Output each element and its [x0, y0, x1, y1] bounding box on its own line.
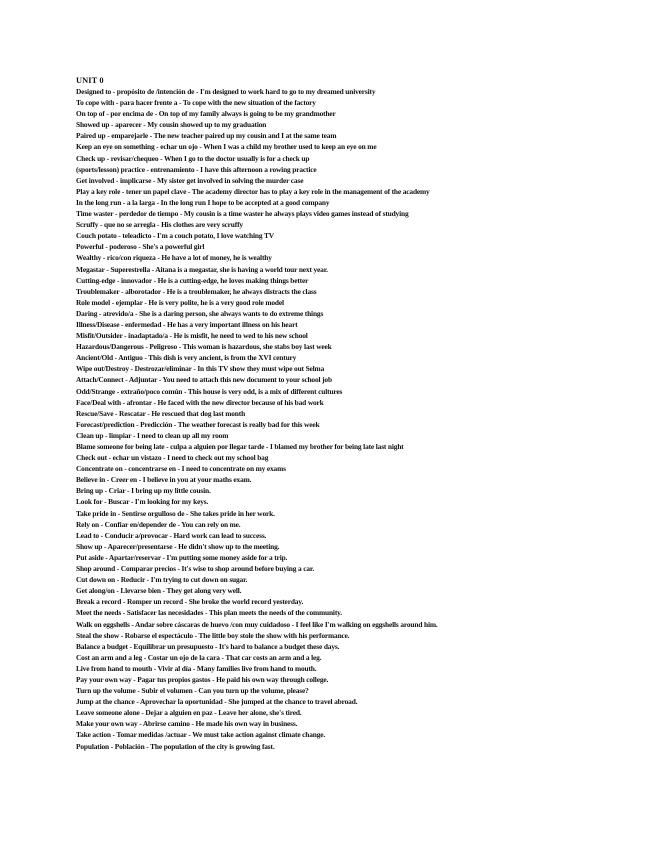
vocabulary-line: Blame someone for being late - culpa a alguien por llegar tarde - I blamed my brother for being late last night: [76, 442, 404, 451]
vocabulary-line: Wealthy - rico/con riqueza - He have a lot of money, he is wealthy: [76, 253, 272, 263]
vocabulary-line: Take action - Tomar medidas /actuar - We must take action against climate change.: [76, 730, 326, 740]
vocabulary-line: Role model - ejemplar - He is very polite, he is a very good role model: [76, 297, 284, 307]
vocabulary-line: Paired up - emparejarle - The new teacher paired up my cousin and I at the same team: [76, 131, 337, 141]
vocabulary-line: Check out - echar un vistazo - I need to check out my school bag: [76, 453, 269, 463]
vocabulary-line: Walk on eggshells - Andar sobre cáscaras de huevo /con muy cuidadoso - I feel like I'm walking on eggshells around him.: [76, 619, 438, 629]
vocabulary-line: Megastar - Superestrella - Aitana is a megastar, she is having a world tour next year.: [76, 264, 328, 274]
vocabulary-line: Illness/Disease - enfermedad - He has a very important illness on his heart: [76, 319, 298, 329]
vocabulary-line: Get involved - implicarse - My sister get involved in solving the murder case: [76, 175, 304, 185]
vocabulary-line: Cutting-edge - innovador - He is a cutting-edge, he loves making things better: [76, 275, 309, 285]
vocabulary-line: Lead to - Conducir a/provocar - Hard work can lead to success.: [76, 530, 267, 540]
vocabulary-line: Rely on - Confiar en/depender de - You can rely on me.: [76, 519, 241, 529]
vocabulary-line: Put aside - Apartar/reservar - I'm putting some money aside for a trip.: [76, 552, 288, 562]
vocabulary-line: Get along/on - Llevarse bien - They get along very well.: [76, 586, 242, 596]
vocabulary-line: Powerful - poderoso - She's a powerful girl: [76, 242, 205, 252]
vocabulary-line: Play a key role - tener un papel clave - The academy director has to play a key role in the management of the academy: [76, 186, 430, 196]
vocabulary-line: Odd/Strange - extraño/poco común - This house is very odd, is a mix of different cultures: [76, 386, 343, 396]
vocabulary-line: Shop around - Comparar precios - It's wise to shop around before buying a car.: [76, 564, 315, 574]
vocabulary-line: Attach/Connect - Adjuntar - You need to attach this new document to your school job: [76, 375, 332, 385]
vocabulary-line: Troublemaker - alborotador - He is a troublemaker, he always distracts the class: [76, 286, 317, 296]
vocabulary-line: Population - Población - The population of the city is growing fast.: [76, 741, 275, 751]
vocabulary-line: Hazardous/Dangerous - Peligroso - This woman is hazardous, she stabs boy last week: [76, 342, 332, 352]
document-body: [76, 75, 636, 752]
vocabulary-line: Bring up - Criar - I bring up my little cousin.: [76, 486, 211, 496]
vocabulary-line: Live from hand to mouth - Vivir al día - Many families live from hand to mouth.: [76, 663, 317, 673]
vocabulary-line: Couch potato - teleadicto - I'm a couch potato, I love watching TV: [76, 231, 274, 241]
vocabulary-line: Clean up - limpiar - I need to clean up all my room: [76, 430, 229, 440]
vocabulary-line: Cost an arm and a leg - Costar un ojo de la cara - That car costs an arm and a leg.: [76, 652, 322, 662]
vocabulary-line: Concentrate on - concentrarse en - I need to concentrate on my exams: [76, 464, 286, 474]
vocabulary-line: Scruffy - que no se arregla - His clothes are very scruffy: [76, 220, 243, 230]
vocabulary-list: [76, 86, 636, 752]
vocabulary-line: To cope with - para hacer frente a - To cope with the new situation of the factory: [76, 98, 316, 108]
vocabulary-line: Look for - Buscar - I'm looking for my keys.: [76, 497, 209, 507]
vocabulary-line: Steal the show - Robarse el espectáculo - The little boy stole the show with his performance.: [76, 630, 350, 640]
vocabulary-line: Meet the needs - Satisfacer las necesidades - This plan meets the needs of the community.: [76, 608, 342, 618]
vocabulary-line: Believe in - Creer en - I believe in you at your maths exam.: [76, 475, 252, 485]
vocabulary-line: Make your own way - Abrirse camino - He made his own way in business.: [76, 719, 298, 729]
vocabulary-line: Check up - revisar/chequeo - When I go to the doctor usually is for a check up: [76, 153, 310, 163]
unit-title: UNIT 0: [76, 76, 104, 85]
vocabulary-line: On top of - por encima de - On top of my family always is going to be my grandmother: [76, 109, 336, 119]
vocabulary-line: Leave someone alone - Dejar a alguien en paz - Leave her alone, she's tired.: [76, 708, 302, 718]
vocabulary-line: Misfit/Outsider - inadaptado/a - He is misfit, he need to wed to his new school: [76, 331, 308, 341]
vocabulary-line: Daring - atrevido/a - She is a daring person, she always wants to do extreme things: [76, 308, 324, 318]
vocabulary-line: Face/Deal with - afrontar - He faced with the new director because of his bad work: [76, 397, 324, 407]
vocabulary-line: Turn up the volume - Subir el volumen - Can you turn up the volume, please?: [76, 686, 309, 696]
vocabulary-line: Show up - Aparecer/presentarse - He didn't show up to the meeting.: [76, 541, 280, 551]
vocabulary-line: Designed to - propósito de /intención de - I'm designed to work hard to go to my dreamed university: [76, 87, 376, 96]
vocabulary-line: Take pride in - Sentirse orgulloso de - She takes pride in her work.: [76, 508, 275, 518]
vocabulary-line: Wipe out/Destroy - Destrozar/eliminar - In this TV show they must wipe out Selma: [76, 364, 325, 374]
vocabulary-line: In the long run - a la larga - In the long run I hope to be accepted at a good company: [76, 197, 330, 207]
vocabulary-line: Balance a budget - Equilibrar un presupuesto - It's hard to balance a budget these days.: [76, 641, 340, 651]
vocabulary-line: (sports/lesson) practice - entrenamiento - I have this afternoon a rowing practice: [76, 164, 317, 174]
vocabulary-line: Cut down on - Reducir - I'm trying to cut down on sugar.: [76, 575, 248, 585]
vocabulary-line: Showed up - aparecer - My cousin showed up to my graduation: [76, 120, 267, 130]
vocabulary-line: Forecast/prediction - Predicción - The weather forecast is really bad for this week: [76, 419, 320, 429]
vocabulary-line: Keep an eye on something - echar un ojo - When I was a child my brother used to keep an eye on me: [76, 142, 377, 152]
vocabulary-line: Ancient/Old - Antiguo - This dish is very ancient, is from the XVI century: [76, 353, 297, 363]
vocabulary-line: Time waster - perdedor de tiempo - My cousin is a time waster he always plays video games instead of studying: [76, 209, 409, 219]
vocabulary-line: Break a record - Romper un record - She broke the world record yesterday.: [76, 597, 304, 607]
vocabulary-line: Pay your own way - Pagar tus propios gastos - He paid his own way through college.: [76, 674, 329, 684]
vocabulary-line: Jump at the chance - Aprovechar la oportunidad - She jumped at the chance to travel abroad.: [76, 697, 358, 707]
vocabulary-line: Rescue/Save - Rescatar - He rescued that dog last month: [76, 408, 246, 418]
